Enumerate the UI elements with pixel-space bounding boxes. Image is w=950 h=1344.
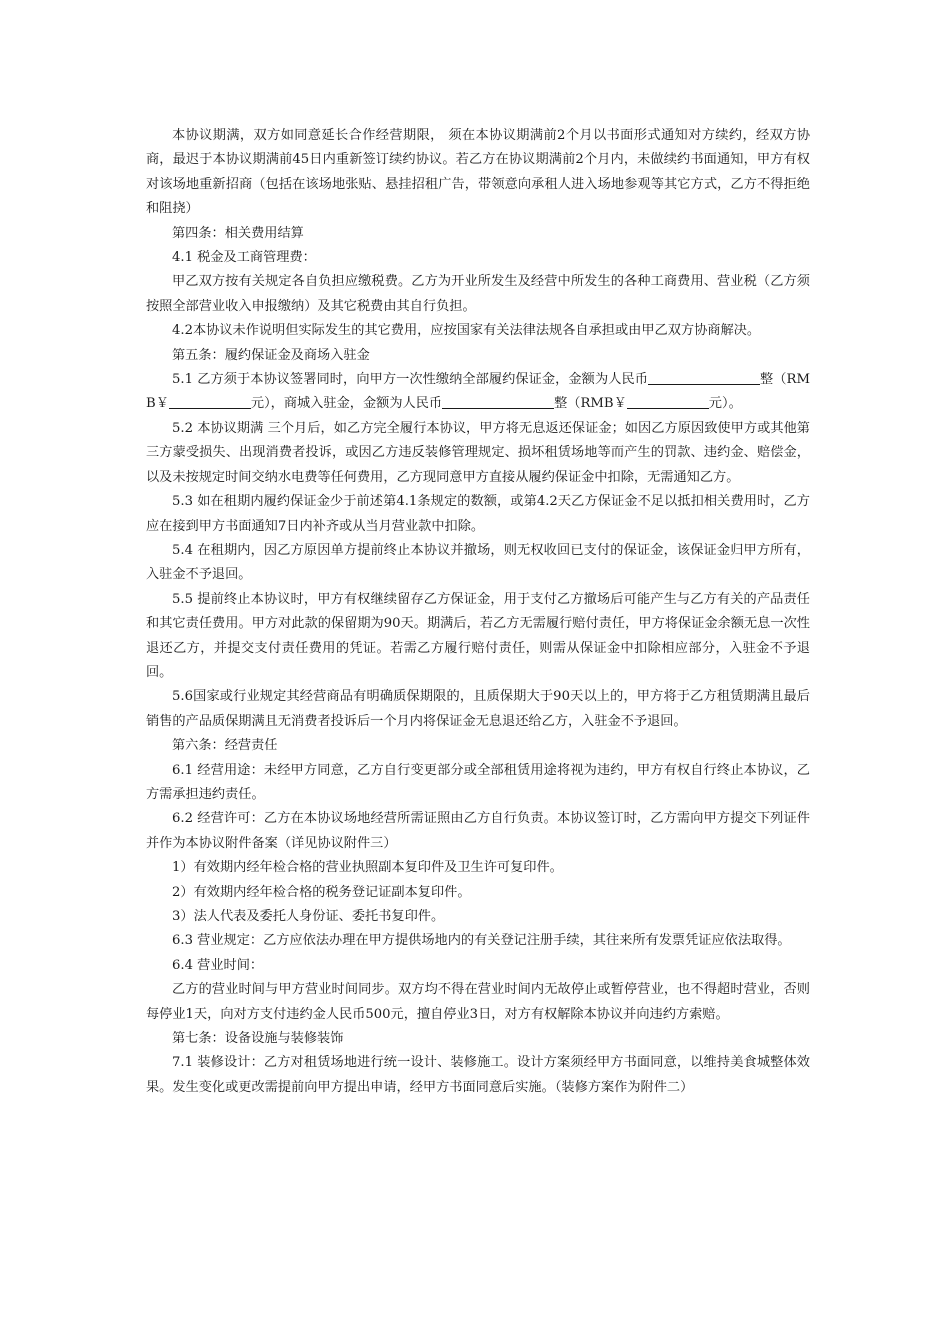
clause-7-1: 7.1 装修设计：乙方对租赁场地进行统一设计、装修施工。设计方案须经甲方书面同意，以维持美食城整体效果。发生变化或更改需提前向甲方提出申请，经甲方书面同意后实施。（装修方案作为附件二） — [146, 1055, 810, 1095]
article-4-heading: 第四条：相关费用结算 — [172, 225, 304, 241]
clause-5-2: 5.2 本协议期满 三个月后，如乙方完全履行本协议，甲方将无息返还保证金；如因乙方原因致使甲方或其他第三方蒙受损失、出现消费者投诉，或因乙方违反装修管理规定、损坏租赁场地等而产生的罚款、违约金、赔偿金，以及未按规定时间交纳水电费等任何费用，乙方现同意甲方直接从履约保证金中扣除，无需通知乙方。 — [146, 420, 810, 485]
clause-4-1-body: 甲乙双方按有关规定各自负担应缴税费。乙方为开业所发生及经营中所发生的各种工商费用、营业税（乙方须按照全部营业收入申报缴纳）及其它税费由其自行负担。 — [146, 274, 810, 314]
clause-6-3: 6.3 营业规定：乙方应依法办理在甲方提供场地内的有关登记注册手续，其往来所有发票凭证应依法取得。 — [172, 933, 791, 949]
clause-6-4-heading: 6.4 营业时间： — [172, 957, 264, 973]
clause-5-1-text-b: 整（RMB￥ — [146, 372, 810, 412]
list-item-3: 3）法人代表及委托人身份证、委托书复印件。 — [172, 909, 445, 924]
clause-5-6: 5.6国家或行业规定其经营商品有明确质保期限的，且质保期大于90天以上的，甲方将于乙方租赁期满且最后销售的产品质保期满且无消费者投诉后一个月内将保证金无息退还给乙方，入驻金不予退回。 — [146, 689, 810, 729]
clause-6-2: 6.2 经营许可：乙方在本协议场地经营所需证照由乙方自行负责。本协议签订时，乙方需向甲方提交下列证件并作为本协议附件备案（详见协议附件三） — [146, 811, 810, 851]
clause-4-1-heading: 4.1 税金及工商管理费： — [172, 250, 316, 266]
list-item-2: 2）有效期内经年检合格的税务登记证副本复印件。 — [172, 884, 471, 900]
clause-5-1-text-d: 整（RMB￥ — [554, 396, 627, 412]
clause-6-4-body: 乙方的营业时间与甲方营业时间同步。双方均不得在营业时间内无故停止或暂停营业，也不得超时营业，否则每停业1天，向对方支付违约金人民币500元，擅自停业3日，对方有权解除本协议并向违约方索赔。 — [146, 982, 810, 1022]
list-item-1: 1）有效期内经年检合格的营业执照副本复印件及卫生许可复印件。 — [172, 860, 563, 876]
paragraph-renewal: 本协议期满，双方如同意延长合作经营期限， 须在本协议期满前2个月以书面形式通知对方续约，经双方协商，最迟于本协议期满前45日内重新签订续约协议。若乙方在协议期满前2个月内，未做续约书面通知，甲方有权对该场地重新招商（包括在该场地张贴、悬挂招租广告，带领意向承租人进入场地参观等其它方式，乙方不得拒绝和阻挠） — [146, 128, 810, 217]
entry-fee-rmb-blank[interactable] — [627, 394, 709, 409]
clause-5-1-text-e: 元）。 — [708, 396, 742, 412]
clause-5-4: 5.4 在租期内，因乙方原因单方提前终止本协议并撤场，则无权收回已支付的保证金，该保证金归甲方所有，入驻金不予退回。 — [146, 542, 810, 583]
clause-5-1-text-a: 5.1 乙方须于本协议签署同时，向甲方一次性缴纳全部履约保证金，金额为人民币 — [172, 372, 648, 388]
clause-4-2: 4.2本协议未作说明但实际发生的其它费用，应按国家有关法律法规各自承担或由甲乙双方协商解决。 — [172, 323, 761, 339]
clause-5-3: 5.3 如在租期内履约保证金少于前述第4.1条规定的数额，或第4.2天乙方保证金不足以抵扣相关费用时，乙方应在接到甲方书面通知7日内补齐或从当月营业款中扣除。 — [146, 494, 810, 534]
article-5-heading: 第五条：履约保证金及商场入驻金 — [172, 347, 370, 363]
document-page — [146, 124, 810, 1100]
deposit-amount-blank[interactable] — [648, 370, 760, 385]
article-7-heading: 第七条：设备设施与装修装饰 — [172, 1031, 344, 1047]
clause-5-1 — [146, 368, 810, 417]
article-6-heading: 第六条：经营责任 — [172, 738, 278, 754]
clause-6-1: 6.1 经营用途：未经甲方同意，乙方自行变更部分或全部租赁用途将视为违约，甲方有权自行终止本协议，乙方需承担违约责任。 — [146, 762, 810, 802]
entry-fee-amount-blank[interactable] — [442, 394, 554, 409]
clause-5-1-text-c: 元），商城入驻金，金额为人民币 — [250, 396, 443, 412]
clause-5-5: 5.5 提前终止本协议时，甲方有权继续留存乙方保证金，用于支付乙方撤场后可能产生与乙方有关的产品责任和其它责任费用。甲方对此款的保留期为90天。期满后，若乙方无需履行赔付责任，甲方将保证金余额无息一次性退还乙方，并提交支付责任费用的凭证。若需乙方履行赔付责任，则需从保证金中扣除相应部分，入驻金不予退回。 — [146, 591, 810, 680]
deposit-rmb-blank[interactable] — [169, 394, 251, 409]
